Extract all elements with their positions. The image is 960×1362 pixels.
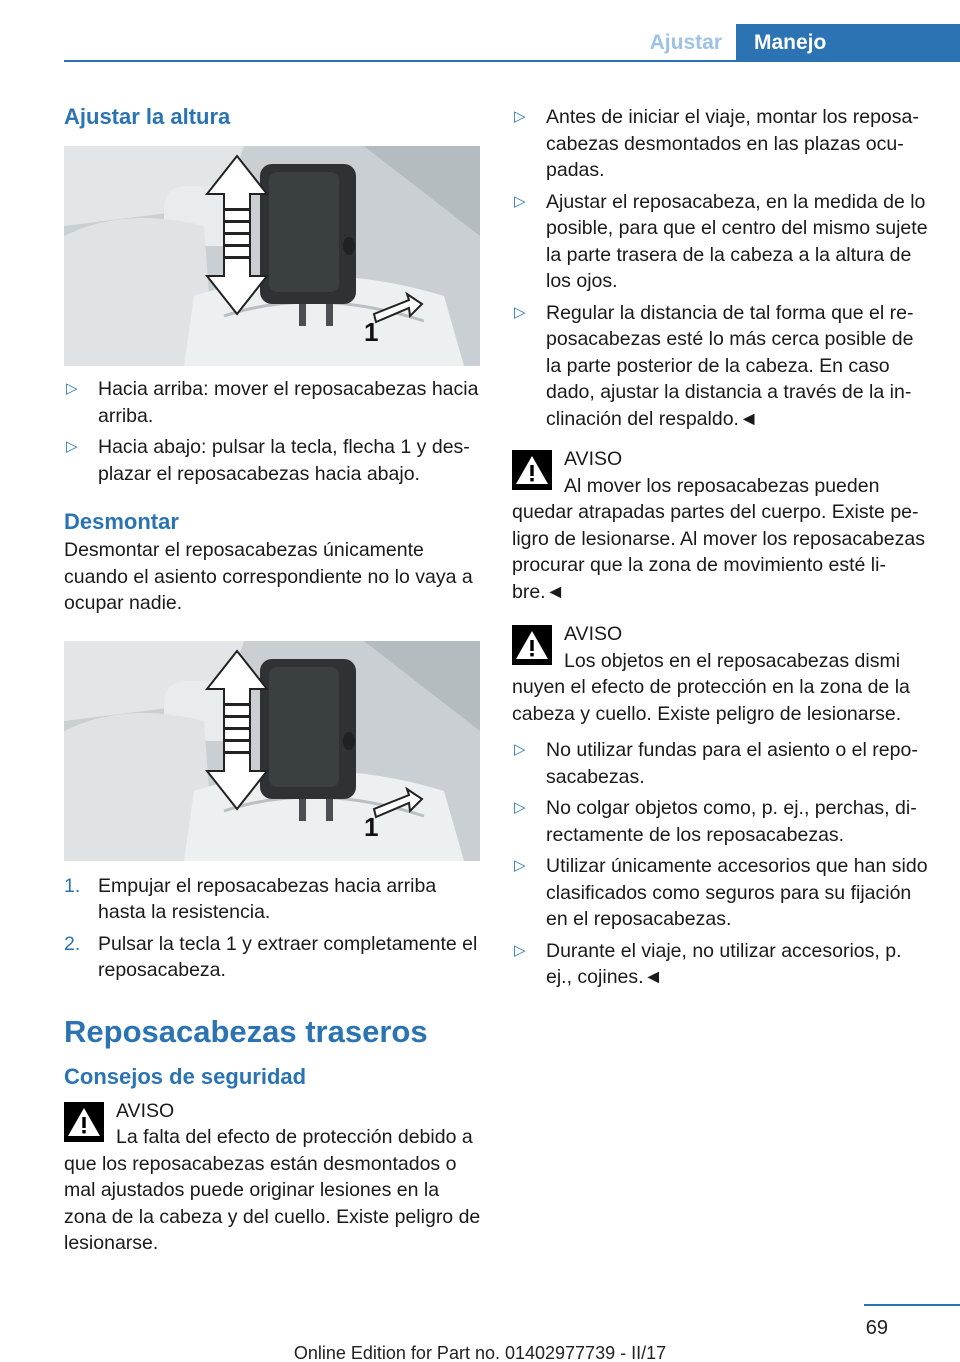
- edition-footer: Online Edition for Part no. 01402977739 - II/17: [293, 1343, 667, 1362]
- footer-rule: [864, 1304, 960, 1306]
- warning-first-line: Los objetos en el reposacabezas dismi: [564, 649, 901, 672]
- figure-label-2: 1: [364, 811, 379, 842]
- right-column: [512, 96, 932, 996]
- warning-icon: [512, 625, 552, 665]
- left-column: [64, 96, 482, 1257]
- warning-block-1: [512, 446, 932, 605]
- list-item: ▷ Regular la distancia de tal forma que el reposacabezas esté lo más cerca posible de la parte posterior de la cabeza. En caso dado, ajustar la distancia a través de la inclinación del respaldo.◄: [514, 301, 914, 430]
- heading-desmontar: Desmontar: [64, 509, 179, 534]
- bullet-arrow-icon: ▷: [514, 741, 526, 758]
- step-number: 1.: [64, 874, 81, 897]
- tab-ajustar[interactable]: Ajustar: [649, 31, 722, 54]
- list-item: 2. Pulsar la tecla 1 y extraer completamente el reposacabeza.: [64, 932, 478, 981]
- heading-ajustar-altura: Ajustar la altura: [64, 104, 231, 129]
- warning-text: que los reposacabezas están desmontados o mal ajustados puede originar lesiones en la zona de la cabeza y del cuello. Existe peligro de lesionarse.: [64, 1152, 481, 1254]
- warning-icon: [64, 1102, 104, 1142]
- figure-label-1: 1: [364, 317, 379, 347]
- list-item: ▷ Durante el viaje, no utilizar accesorios, p. ej., cojines.◄: [514, 939, 902, 988]
- step-number: 2.: [64, 932, 81, 955]
- altura-list: [64, 376, 482, 487]
- warning-text: quedar atrapadas partes del cuerpo. Existe peligro de lesionarse. Al mover los reposacabezas procurar que la zona de movimiento esté libre.◄: [512, 501, 925, 603]
- bullet-arrow-icon: ▷: [514, 192, 526, 210]
- bullet-arrow-icon: ▷: [514, 857, 526, 874]
- bullet-arrow-icon: ▷: [514, 799, 526, 816]
- list-item: ▷ Utilizar únicamente accesorios que han sido clasificados como seguros para su fijación en el reposacabezas.: [514, 855, 928, 930]
- tab-manejo[interactable]: Manejo: [736, 24, 960, 62]
- bullet-arrow-icon: ▷: [514, 941, 526, 959]
- bullet-arrow-icon: ▷: [66, 380, 78, 397]
- warning-title: AVISO: [564, 448, 623, 470]
- list-item: ▷ Hacia arriba: mover el reposacabezas hacia arriba.: [66, 378, 479, 427]
- steps-list: [64, 873, 482, 984]
- list-item: ▷ Antes de iniciar el viaje, montar los reposacabezas desmontados en las plazas ocupadas.: [514, 106, 919, 181]
- warning-block-2: [512, 621, 932, 727]
- warning-first-line: Al mover los reposacabezas pueden: [564, 474, 880, 497]
- bullet-arrow-icon: ▷: [514, 303, 526, 321]
- warning-title: AVISO: [116, 1099, 175, 1122]
- headrest-illustration-2: [64, 641, 480, 861]
- desmontar-text: Desmontar el reposacabezas únicamente cuando el asiento correspondiente no lo vaya a ocupar nadie.: [64, 539, 473, 614]
- top-list: [512, 104, 932, 432]
- warning-first-line: La falta del efecto de protección debido a: [116, 1126, 473, 1148]
- heading-reposacabezas-traseros: Reposacabezas traseros: [64, 1013, 428, 1049]
- list-item: ▷ Hacia abajo: pulsar la tecla, flecha 1 y desplazar el reposacabezas hacia abajo.: [66, 436, 470, 485]
- warning-text: nuyen el efecto de protección en la zona de la cabeza y cuello. Existe peligro de lesionarse.: [512, 676, 910, 725]
- list-item: ▷ No colgar objetos como, p. ej., perchas, directamente de los reposacabezas.: [514, 797, 917, 846]
- page-number: 69: [865, 1317, 888, 1339]
- bullet-arrow-icon: ▷: [514, 108, 526, 125]
- list-item: ▷ No utilizar fundas para el asiento o el reposacabezas.: [514, 739, 918, 788]
- headrest-illustration-1: [64, 146, 480, 366]
- bottom-list: [512, 737, 932, 991]
- bullet-arrow-icon: ▷: [66, 438, 78, 455]
- header-bar: [64, 24, 960, 62]
- list-item: ▷ Ajustar el reposacabeza, en la medida de lo posible, para que el centro del mismo sujete la parte trasera de la cabeza a la altura de los ojos.: [514, 190, 928, 292]
- heading-consejos: Consejos de seguridad: [64, 1063, 307, 1089]
- warning-icon: [512, 450, 552, 490]
- warning-block: [64, 1098, 482, 1257]
- list-item: 1. Empujar el reposacabezas hacia arriba hasta la resistencia.: [64, 874, 437, 923]
- warning-title: AVISO: [564, 623, 623, 645]
